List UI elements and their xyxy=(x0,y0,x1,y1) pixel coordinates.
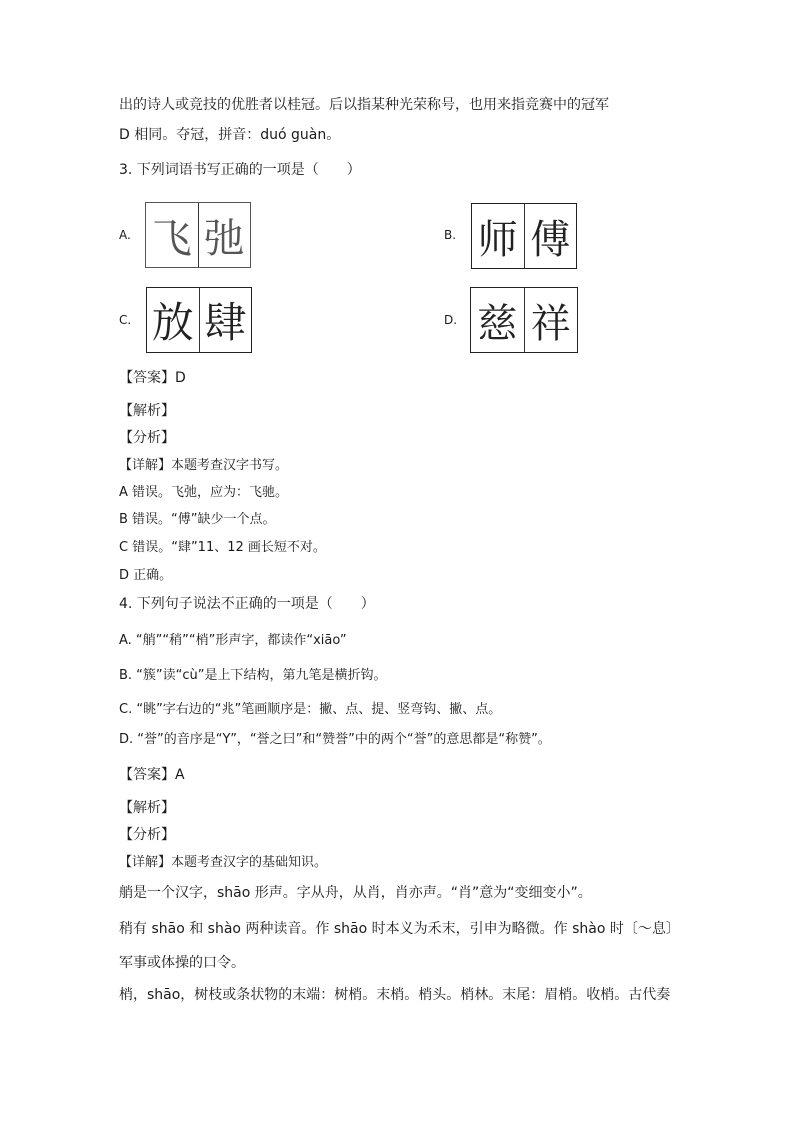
option-b-char-1: 师 xyxy=(477,216,518,263)
fenxi-3-heading: 【分析】 xyxy=(119,430,175,446)
option-a-char-1: 飞 xyxy=(151,215,192,262)
detail-3-d: D 正确。 xyxy=(119,568,173,583)
answer-3: 【答案】D xyxy=(119,370,186,386)
paragraph: 军事或体操的口令。 xyxy=(119,955,245,971)
question-4-stem: 4. 下列句子说法不正确的一项是（ ） xyxy=(119,596,375,612)
option-a-label: A. xyxy=(119,228,131,242)
option-d-char-2: 祥 xyxy=(524,288,578,352)
question-4-option-c: C. “眺”字右边的“兆”笔画顺序是：撇、点、提、竖弯钩、撇、点。 xyxy=(119,702,502,717)
answer-4: 【答案】A xyxy=(119,767,185,783)
option-d-label: D. xyxy=(444,313,458,327)
fenxi-4-heading: 【分析】 xyxy=(119,827,175,843)
paragraph: 稍有 shāo 和 shào 两种读音。作 shāo 时本义为禾末，引申为略微。作 shào 时〔～息〕 xyxy=(119,921,680,937)
detail-3-b: B 错误。“傅”缺少一个点。 xyxy=(119,512,276,527)
option-c-char-grid xyxy=(146,287,252,353)
analysis-3-heading: 【解析】 xyxy=(119,403,175,419)
option-d-char-grid xyxy=(470,287,578,353)
text-line: D 相同。夺冠，拼音：duó guàn。 xyxy=(119,127,341,143)
option-d-char-1: 慈 xyxy=(477,300,518,347)
paragraph: 梢，shāo，树枝或条状物的末端：树梢。末梢。梢头。梢林。末尾：眉梢。收梢。古代奏 xyxy=(119,987,671,1003)
option-a-char-grid xyxy=(145,202,251,268)
detail-3: 【详解】本题考查汉字书写。 xyxy=(119,458,289,473)
option-b-label: B. xyxy=(444,228,457,242)
question-4-option-a: A. “艄”“稍”“梢”形声字，都读作“xiāo” xyxy=(119,633,347,648)
option-a-char-2: 弛 xyxy=(198,203,251,267)
detail-3-c: C 错误。“肆”11、12 画长短不对。 xyxy=(119,540,326,555)
option-c-char-2: 肆 xyxy=(199,288,252,352)
option-b-char-grid xyxy=(471,203,577,269)
paragraph: 艄是一个汉字，shāo 形声。字从舟，从肖，肖亦声。“肖”意为“变细变小”。 xyxy=(119,885,592,901)
text-line: 出的诗人或竞技的优胜者以桂冠。后以指某种光荣称号，也用来指竞赛中的冠军 xyxy=(119,97,609,113)
option-b-char-2: 傅 xyxy=(524,204,577,268)
option-c-label: C. xyxy=(119,313,132,327)
analysis-4-heading: 【解析】 xyxy=(119,800,175,816)
option-c-char-1: 放 xyxy=(151,298,194,347)
detail-4: 【详解】本题考查汉字的基础知识。 xyxy=(119,855,328,870)
question-3-stem: 3. 下列词语书写正确的一项是（ ） xyxy=(119,162,361,178)
detail-3-a: A 错误。飞弛，应为：飞驰。 xyxy=(119,485,289,500)
question-4-option-b: B. “簇”读“cù”是上下结构，第九笔是横折钩。 xyxy=(119,668,387,683)
question-4-option-d: D. “誉”的音序是“Y”，“誉之曰”和“赞誉”中的两个“誉”的意思都是“称赞”。 xyxy=(119,732,551,747)
